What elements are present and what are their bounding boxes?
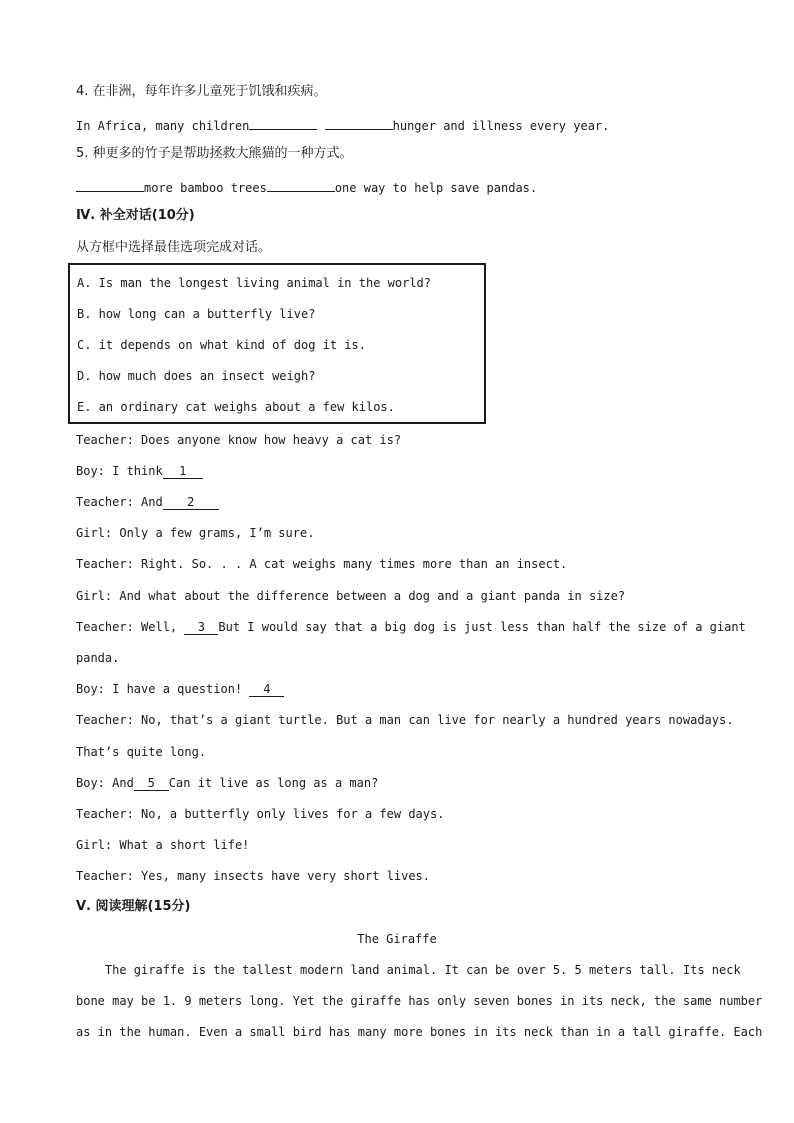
dialogue-line-14: Girl: What a short life! (76, 838, 250, 852)
q5-english (76, 178, 537, 196)
dialogue-line-4: Girl: Only a few grams, I’m sure. (76, 526, 315, 540)
reading-line-1: The giraffe is the tallest modern land animal. It can be over 5. 5 meters tall. Its neck (76, 963, 741, 977)
q4-english-start: In Africa, many children (76, 119, 250, 133)
dialogue-line-11: That’s quite long. (76, 745, 207, 759)
dialogue-line-12-end: Can it live as long as a man? (168, 776, 379, 790)
reading-title: The Giraffe (357, 932, 437, 946)
dialogue-line-2-text: Boy: I think (76, 464, 163, 478)
dialogue-line-12 (76, 775, 378, 791)
q4-blank-1[interactable] (249, 116, 317, 130)
dialogue-line-9 (76, 681, 284, 697)
dialogue-line-6: Girl: And what about the difference between a dog and a giant panda in size? (76, 589, 626, 603)
dialogue-line-7 (76, 619, 746, 635)
q5-english-middle: more bamboo trees (144, 181, 267, 195)
dialogue-line-10: Teacher: No, that’s a giant turtle. But a man can live for nearly a hundred years nowadays. (76, 713, 734, 727)
q5-blank-2[interactable] (267, 178, 335, 192)
reading-line-2: bone may be 1. 9 meters long. Yet the giraffe has only seven bones in its neck, the same number (76, 994, 763, 1008)
q5-chinese: 5. 种更多的竹子是帮助拯救大熊猫的一种方式。 (76, 146, 353, 161)
q5-english-end: one way to help save pandas. (334, 181, 538, 195)
dialogue-line-5: Teacher: Right. So. . . A cat weighs many times more than an insect. (76, 557, 568, 571)
dialogue-line-7-start: Teacher: Well, (76, 620, 185, 634)
dialogue-line-9-text: Boy: I have a question! (76, 682, 250, 696)
dialogue-line-2 (76, 463, 203, 479)
reading-line-3: as in the human. Even a small bird has many more bones in its neck than in a tall giraffe. Each (76, 1025, 763, 1039)
option-a: A. Is man the longest living animal in the world? (77, 276, 432, 290)
section-4-heading: Ⅳ. 补全对话(10分) (76, 208, 195, 223)
option-b: B. how long can a butterfly live? (77, 307, 316, 321)
q4-blank-2[interactable] (325, 116, 393, 130)
dialogue-line-15: Teacher: Yes, many insects have very short lives. (76, 869, 431, 883)
blank-4[interactable]: 4 (249, 682, 284, 697)
blank-3[interactable]: 3 (184, 620, 218, 635)
section-4-instruction: 从方框中选择最佳选项完成对话。 (76, 240, 272, 255)
dialogue-line-8: panda. (76, 651, 120, 665)
option-e: E. an ordinary cat weighs about a few kilos. (77, 400, 395, 414)
blank-1[interactable]: 1 (163, 464, 203, 479)
dialogue-line-3-text: Teacher: And (76, 495, 163, 509)
q4-english (76, 116, 609, 134)
q5-blank-1[interactable] (76, 178, 144, 192)
q4-chinese: 4. 在非洲，每年许多儿童死于饥饿和疾病。 (76, 84, 327, 99)
options-box (68, 263, 486, 424)
blank-2[interactable]: 2 (163, 495, 219, 510)
dialogue-line-1: Teacher: Does anyone know how heavy a cat is? (76, 433, 402, 447)
q4-english-end: hunger and illness every year. (392, 119, 610, 133)
dialogue-line-13: Teacher: No, a butterfly only lives for a few days. (76, 807, 445, 821)
dialogue-line-12-start: Boy: And (76, 776, 134, 790)
option-d: D. how much does an insect weigh? (77, 369, 316, 383)
blank-5[interactable]: 5 (134, 776, 169, 791)
dialogue-line-7-end: But I would say that a big dog is just less than half the size of a giant (218, 620, 746, 634)
section-5-heading: Ⅴ. 阅读理解(15分) (76, 899, 191, 914)
option-c: C. it depends on what kind of dog it is. (77, 338, 366, 352)
dialogue-line-3 (76, 494, 219, 510)
